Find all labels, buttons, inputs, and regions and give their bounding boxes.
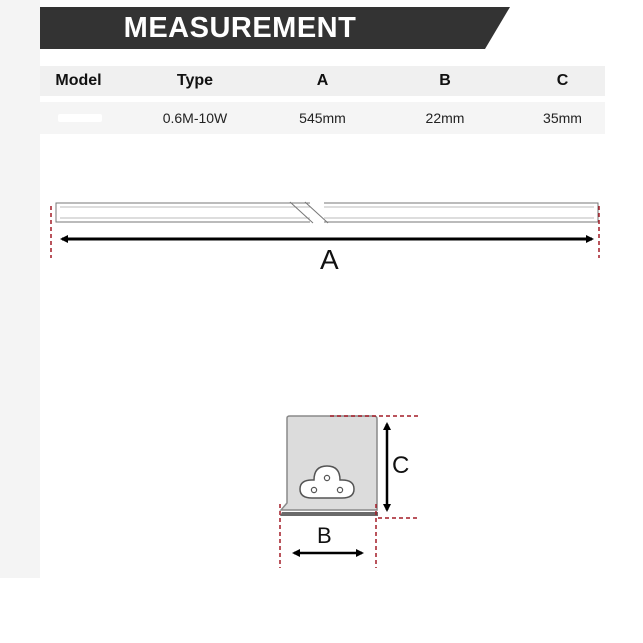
cell-c: 35mm [543,110,582,126]
tube-side-view [56,202,598,223]
page-title: MEASUREMENT [123,12,357,44]
dimension-c-label: C [392,452,410,479]
cell-b: 22mm [425,110,465,126]
dimension-a-label: A [320,244,339,275]
cell-type: 0.6M-10W [162,110,228,126]
cell-a: 545mm [299,110,346,126]
header-model: Model [55,72,102,89]
tube-end-profile [280,416,378,516]
dimension-b-label: B [317,523,332,548]
header-b: B [439,72,451,89]
header-c: C [556,72,569,89]
header-type: Type [176,72,214,89]
header-a: A [316,72,329,89]
